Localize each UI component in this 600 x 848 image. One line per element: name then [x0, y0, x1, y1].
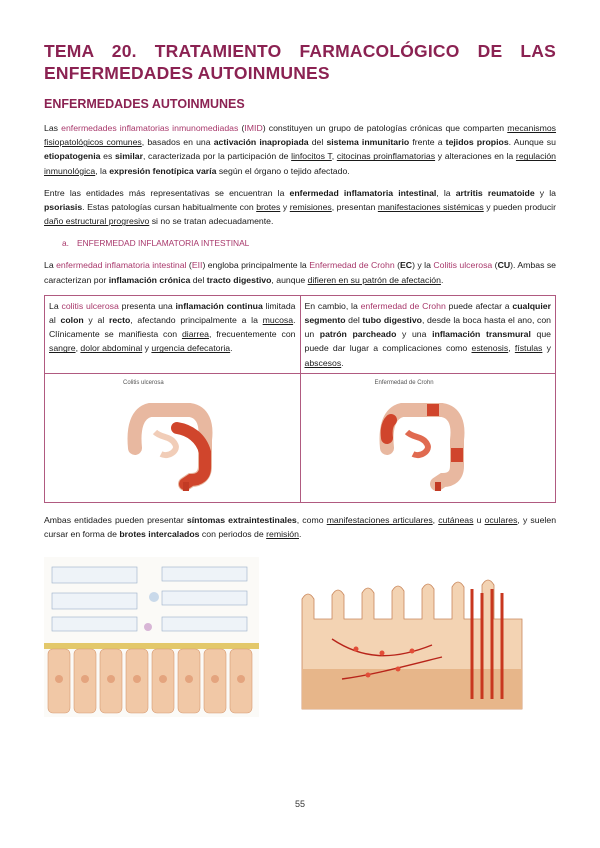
subsection-number: a. [62, 238, 69, 249]
term-eii-abbr: EII [191, 260, 203, 271]
text: , presentan [331, 202, 378, 213]
page-title: TEMA 20. TRATAMIENTO FARMACOLÓGICO DE LAS ENFERMEDADES AUTOINMUNES [44, 41, 556, 83]
text: si no se tratan adecuadamente. [149, 216, 274, 227]
term-eii: enfermedad inflamatoria intestinal [56, 260, 187, 271]
text: En cambio, la [304, 300, 361, 311]
bottom-figures [44, 549, 556, 721]
text: y alteraciones en la [435, 151, 516, 162]
figure-label: Enfermedad de Crohn [374, 379, 434, 386]
mucosal-immunology-diagram [44, 557, 259, 717]
underlined-term: linfocitos T [291, 151, 332, 162]
subsection-heading [62, 238, 556, 248]
text: La [49, 300, 62, 311]
text: , y suelen cursar en forma de [44, 514, 557, 540]
underlined-term: mucosa [262, 315, 294, 326]
text: . Clínicamente se manifiesta con [49, 315, 296, 340]
paragraph-extraintestinal [44, 513, 556, 541]
term-crohn: Enfermedad de Crohn [309, 260, 395, 271]
paragraph-entities [44, 186, 556, 229]
underlined-term: sangre [49, 343, 76, 354]
bold-term: psoriasis [44, 202, 83, 213]
underlined-term: citocinas proinflamatorias [336, 151, 436, 162]
text: , la [436, 187, 456, 198]
underlined-term: remisión [266, 529, 299, 540]
text: frente a [409, 137, 446, 148]
bold-term: inflamación crónica [108, 274, 191, 285]
underlined-term: estenosis [471, 343, 509, 354]
text: . [230, 343, 233, 354]
bold-term: CU [497, 260, 511, 271]
bold-term: etiopatogenia [44, 151, 101, 162]
text: , como [296, 514, 327, 525]
underlined-term: daño estructural progresivo [44, 216, 150, 227]
section-heading: ENFERMEDADES AUTOINMUNES [44, 97, 245, 111]
text: . [341, 357, 344, 368]
text: y pueden producir [483, 202, 557, 213]
underlined-term: mecanismos fisiopatológicos comunes [44, 123, 557, 148]
underlined-term: manifestaciones sistémicas [377, 202, 484, 213]
text: según el órgano o tejido afectado. [216, 165, 350, 176]
underlined-term: abscesos [304, 357, 342, 368]
transmural-inflammation-diagram [272, 549, 532, 719]
text: presenta una [118, 300, 176, 311]
table-row [45, 373, 556, 502]
bold-term: expresión fenotípica varía [109, 165, 217, 176]
text: , desde la boca hasta el ano, con un [304, 315, 551, 340]
term-crohn: enfermedad de Crohn [360, 300, 446, 311]
bold-term: tubo digestivo [362, 315, 422, 326]
text: y la [534, 187, 556, 198]
text: Las [44, 123, 62, 133]
underlined-term: manifestaciones articulares [326, 514, 433, 525]
text: , aunque [271, 274, 308, 285]
comparison-table [44, 295, 556, 503]
text: . Aunque su [508, 137, 556, 148]
text: , frecuentemente con [208, 329, 296, 340]
text: . [298, 529, 302, 540]
text: del [345, 315, 363, 326]
cell-crohn-figure [300, 373, 556, 502]
text: y [142, 343, 152, 354]
text: puede afectar a [445, 300, 513, 311]
text: , [75, 343, 81, 354]
bold-term: enfermedad inflamatoria intestinal [289, 187, 437, 198]
term-imid-abbr: IMID [244, 123, 263, 133]
paragraph-imid [44, 121, 556, 178]
underlined-term: diarrea [181, 329, 209, 340]
text: ( [238, 123, 245, 133]
bold-term: colon [60, 315, 84, 326]
crohn-colon-illustration [367, 388, 477, 492]
term-imid: enfermedades inflamatorias inmunomediadas [61, 123, 239, 133]
text: limitada al [49, 300, 296, 326]
document-page [44, 40, 556, 721]
text: , [331, 151, 337, 162]
bold-term: recto [109, 315, 131, 326]
underlined-term: regulación inmunológica [44, 151, 557, 176]
bold-term: brotes intercalados [119, 529, 200, 540]
text: del [308, 137, 327, 148]
underlined-term: oculares [484, 514, 518, 525]
text: , basados en una [141, 137, 214, 148]
bold-term: activación inapropiada [213, 137, 309, 148]
table-row [45, 295, 556, 373]
underlined-term: fístulas [514, 343, 543, 354]
underlined-term: dolor abdominal [80, 343, 143, 354]
text: del [190, 274, 207, 285]
bold-term: patrón parcheado [319, 329, 397, 340]
term-colitis: colitis ulcerosa [61, 300, 119, 311]
cell-crohn-text [300, 295, 556, 373]
text: , la [95, 165, 110, 176]
text: que puede dar lugar a complicaciones como [304, 329, 552, 354]
text: ) y la [412, 260, 434, 271]
paragraph-eii [44, 258, 556, 286]
text: ) constituyen un grupo de patologías crónicas que comparten [262, 123, 508, 133]
text: ( [186, 260, 192, 271]
underlined-term: cutáneas [438, 514, 474, 525]
bold-term: tracto digestivo [206, 274, 272, 285]
cell-colitis-figure [45, 373, 301, 502]
bold-term: inflamación transmural [432, 329, 531, 340]
text: ( [492, 260, 498, 271]
underlined-term: remisiones [289, 202, 332, 213]
text: u [473, 514, 485, 525]
bold-term: síntomas extraintestinales [186, 514, 297, 525]
text: La [44, 260, 57, 271]
text: y [542, 343, 551, 354]
colitis-colon-illustration [115, 388, 225, 492]
text: Entre las entidades más representativas se encuentran la [44, 187, 290, 198]
text: , caracterizada por la participación de [142, 151, 292, 162]
text: . Estas patologías cursan habitualmente con [82, 202, 257, 213]
bold-term: inflamación continua [175, 300, 263, 311]
text: ( [394, 260, 400, 271]
page-number: 55 [294, 799, 305, 809]
text: ) engloba principalmente la [202, 260, 310, 271]
text: Ambas entidades pueden presentar [44, 514, 187, 525]
underlined-term: brotes [256, 202, 281, 213]
bold-term: similar [114, 151, 143, 162]
text: , [508, 343, 515, 354]
bold-term: EC [400, 260, 413, 271]
text: es [100, 151, 115, 162]
bold-term: sistema inmunitario [326, 137, 410, 148]
cell-colitis-text [45, 295, 301, 373]
bold-term: tejidos propios [445, 137, 509, 148]
bold-term: cualquier segmento [304, 300, 551, 326]
text: , afectando principalmente a la [130, 315, 263, 326]
text: ). Ambas se caracterizan por [44, 260, 557, 285]
text: . [440, 274, 444, 285]
text: , [432, 514, 439, 525]
text: y al [83, 315, 110, 326]
text: y una [396, 329, 433, 340]
term-colitis: Colitis ulcerosa [433, 260, 493, 271]
bold-term: artritis reumatoide [455, 187, 535, 198]
text: y [280, 202, 290, 213]
text: con periodos de [199, 529, 267, 540]
underlined-term: difieren en su patrón de afectación [307, 274, 441, 285]
underlined-term: urgencia defecatoria [151, 343, 231, 354]
subsection-label: ENFERMEDAD INFLAMATORIA INTESTINAL [77, 238, 250, 249]
figure-label: Colitis ulcerosa [123, 379, 164, 386]
